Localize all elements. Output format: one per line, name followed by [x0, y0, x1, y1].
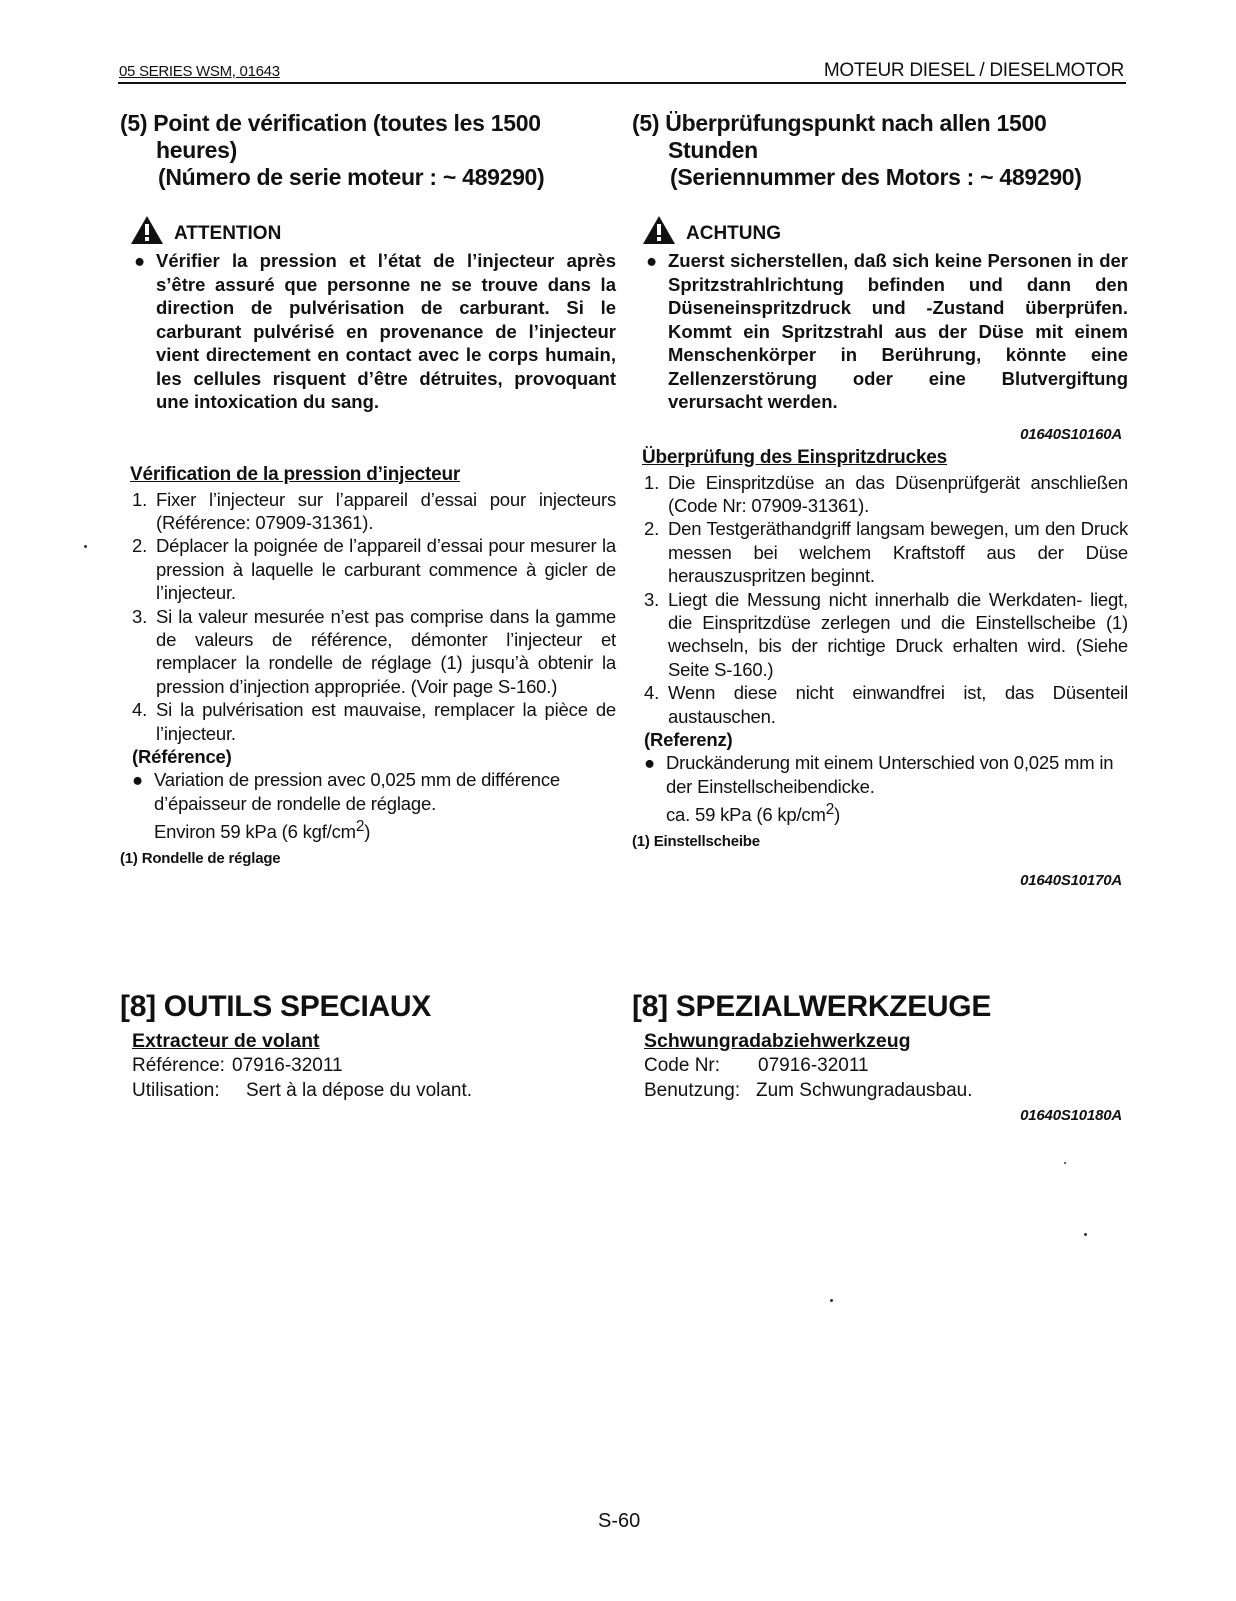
- de-tool-ref-value: 07916-32011: [758, 1055, 869, 1076]
- bullet-icon: ●: [646, 250, 658, 271]
- de-reference-close: ): [834, 804, 841, 826]
- header-doc-id: 05 SERIES WSM, 01643: [119, 63, 280, 80]
- list-item: [644, 517, 1128, 587]
- step-number: 2.: [132, 535, 148, 557]
- de-title-line2: Stunden: [668, 137, 758, 163]
- fr-tools-section: [120, 990, 616, 1103]
- bullet-icon: ●: [132, 769, 143, 791]
- scan-speck: [1084, 1233, 1087, 1236]
- french-column: [120, 110, 616, 867]
- de-reference-text: Druckänderung mit einem Unterschied von 0,025 mm in der Einstellscheibendicke.: [666, 752, 1114, 797]
- fr-reference-bullet: [132, 768, 616, 843]
- scan-speck: [830, 1299, 833, 1302]
- header-rule: [118, 82, 1126, 84]
- fr-tools-title: [8] OUTILS SPECIAUX: [120, 990, 431, 1023]
- de-tool-ref-label: Code Nr:: [644, 1055, 721, 1076]
- de-tools-section: [632, 990, 1128, 1124]
- fr-tool-ref-row: [132, 1053, 616, 1078]
- step-number: 1.: [644, 471, 660, 493]
- step-text: Den Testgeräthandgriff langsam bewegen, um den Druck messen bei welchem Kraftstoff aus der Düse herauszuspritzen beginnt.: [668, 518, 1128, 587]
- fr-title-line2: heures): [156, 137, 237, 163]
- de-check-heading: Überprüfung des Einspritzdruckes: [642, 446, 948, 468]
- fr-check-heading: Vérification de la pression d’injecteur: [130, 463, 461, 485]
- list-item: [132, 488, 616, 535]
- fr-title-line1: (5) Point de vérification (toutes les 1500: [120, 110, 541, 136]
- de-title-line1: (5) Überprüfungspunkt nach allen 1500: [632, 110, 1047, 136]
- step-number: 4.: [132, 699, 148, 721]
- list-item: [644, 681, 1128, 728]
- fr-tool-use-value: Sert à la dépose du volant.: [246, 1080, 473, 1101]
- step-text: Die Einspritzdüse an das Düsenprüfgerät anschließen (Code Nr: 07909-31361).: [668, 471, 1128, 516]
- step-number: 3.: [644, 588, 660, 610]
- fr-tool-use-label: Utilisation:: [132, 1080, 220, 1101]
- de-doc-code-2: 01640S10170A: [1020, 871, 1122, 889]
- de-warning-text: Zuerst sicherstellen, daß sich keine Personen in der Spritzstrahlrichtung befinden und dann den Düseneinspritzdruck und -Zustand überprüfen. Kommt ein Spritzstrahl aus der Düse mit einem Menschenkörper in Berührung, könnte eine Zellenzerstörung oder eine Blutvergiftung verursacht werden.: [668, 250, 1128, 412]
- de-reference-value: ca. 59 kPa (6 kp/cm: [666, 804, 826, 826]
- de-doc-code-3: 01640S10180A: [1020, 1107, 1122, 1124]
- warning-triangle-icon: [642, 215, 676, 245]
- bullet-icon: ●: [134, 250, 146, 271]
- fr-tool-heading: Extracteur de volant: [132, 1030, 320, 1052]
- step-number: 2.: [644, 518, 660, 540]
- de-warning-bullet: [646, 249, 1128, 414]
- fr-reference-body: [154, 768, 616, 843]
- de-section-title: [632, 110, 1128, 191]
- fr-reference-value: Environ 59 kPa (6 kgf/cm: [154, 821, 356, 843]
- list-item: [644, 471, 1128, 518]
- de-tool-use-value: Zum Schwungradausbau.: [756, 1080, 973, 1101]
- list-item: [132, 534, 616, 604]
- fr-tool-ref-label: Référence:: [132, 1055, 225, 1076]
- german-column: [632, 110, 1128, 889]
- fr-title-line3: (Número de serie moteur : ~ 489290): [158, 164, 545, 190]
- de-tool-heading: Schwungradabziehwerkzeug: [644, 1030, 911, 1052]
- list-item: [132, 605, 616, 699]
- de-tool-ref-row: [644, 1053, 1128, 1078]
- de-reference-body: [666, 751, 1128, 826]
- list-item: [644, 588, 1128, 682]
- fr-footnote: (1) Rondelle de réglage: [120, 849, 281, 867]
- fr-warning-bullet: [134, 249, 616, 414]
- de-doc-code-1: 01640S10160A: [1020, 425, 1122, 443]
- de-reference-sup: 2: [825, 801, 835, 819]
- de-footnote: (1) Einstellscheibe: [632, 832, 760, 850]
- step-text: Wenn diese nicht einwandfrei ist, das Düsenteil austauschen.: [668, 682, 1128, 727]
- scan-speck: [84, 545, 87, 548]
- scan-speck: [1064, 1162, 1066, 1164]
- header-section-title: MOTEUR DIESEL / DIESELMOTOR: [823, 60, 1124, 81]
- de-tool-use-row: [644, 1078, 1128, 1103]
- de-steps-list: [644, 471, 1128, 827]
- step-text: Fixer l’injecteur sur l’appareil d’essai pour injecteurs (Référence: 07909-31361).: [156, 488, 616, 533]
- de-reference-heading: (Referenz): [644, 728, 733, 750]
- step-text: Liegt die Messung nicht innerhalb die Werkdaten- liegt, die Einspritzdüse zerlegen und die Einstellscheibe (1) wechseln, bis der richtige Druck erhalten wird. (Siehe Seite S-160.): [668, 588, 1128, 680]
- fr-section-title: [120, 110, 616, 191]
- fr-warning-text: Vérifier la pression et l’état de l’injecteur après s’être assuré que personne ne se trouve dans la direction de pulvérisation de carburant. Si le carburant pulvérisé en provenance de l’injecteur vient directement en contact avec le corps humain, les cellules risquent d’être détruites, provoquant une intoxication du sang.: [156, 250, 616, 412]
- step-text: Déplacer la poignée de l’appareil d’essai pour mesurer la pression à laquelle le carburant commence à gicler de l’injecteur.: [156, 535, 616, 604]
- de-warning-label: ACHTUNG: [686, 223, 781, 244]
- fr-reference-text: Variation de pression avec 0,025 mm de différence d’épaisseur de rondelle de réglage.: [154, 769, 561, 814]
- bullet-icon: ●: [644, 752, 655, 774]
- step-number: 4.: [644, 682, 660, 704]
- step-number: 1.: [132, 488, 148, 510]
- fr-warning-header: [130, 215, 616, 245]
- de-tool-use-label: Benutzung:: [644, 1080, 741, 1101]
- warning-triangle-icon: [130, 215, 164, 245]
- fr-steps-list: [132, 488, 616, 844]
- fr-tool-use-row: [132, 1078, 616, 1103]
- step-number: 3.: [132, 605, 148, 627]
- de-tools-title: [8] SPEZIALWERKZEUGE: [632, 990, 992, 1023]
- fr-warning-label: ATTENTION: [174, 223, 282, 244]
- de-reference-bullet: [644, 751, 1128, 826]
- step-text: Si la pulvérisation est mauvaise, remplacer la pièce de l’injecteur.: [156, 699, 616, 744]
- list-item: [132, 698, 616, 745]
- fr-reference-heading: (Référence): [132, 745, 232, 767]
- step-text: Si la valeur mesurée n’est pas comprise dans la gamme de valeurs de référence, démonter l’injecteur et remplacer la rondelle de réglage (1) jusqu’à obtenir la pression d’injection appropriée. (Voir page S-160.): [156, 605, 616, 697]
- fr-tool-ref-value: 07916-32011: [232, 1055, 343, 1076]
- de-warning-header: [642, 215, 1128, 245]
- page-number: S-60: [598, 1510, 641, 1532]
- de-title-line3: (Seriennummer des Motors : ~ 489290): [670, 164, 1082, 190]
- fr-reference-sup: 2: [355, 818, 365, 836]
- fr-reference-close: ): [364, 821, 371, 843]
